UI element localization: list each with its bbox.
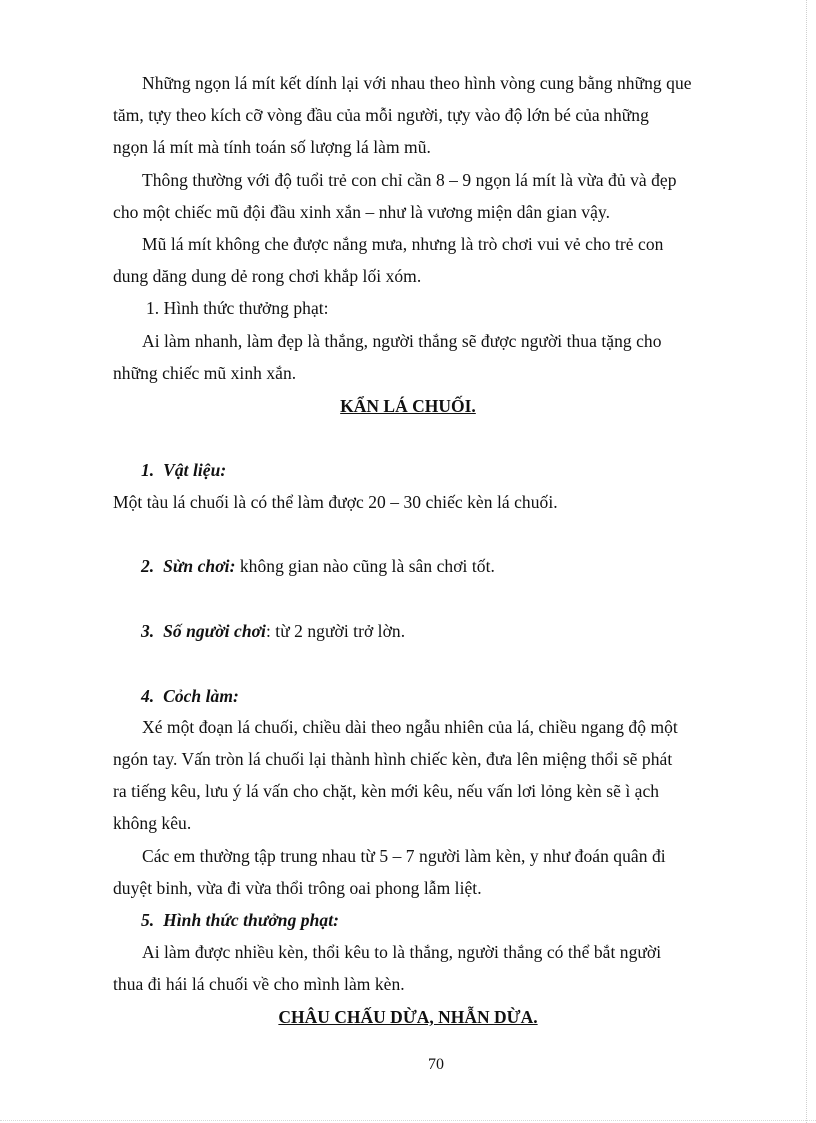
section-heading-text: Cỏch làm: [163,686,239,706]
paragraph-line: duyệt binh, vừa đi vừa thổi trông oai phong lẫm liệt. [113,878,482,898]
section-inline-text: : từ 2 người trở lờn. [265,621,406,641]
paragraph-line: Thông thường với độ tuổi trẻ con chỉ cần 8 – 9 ngọn lá mít là vừa đủ và đẹp [142,170,677,190]
paragraph-line: ngón tay. Vấn tròn lá chuối lại thành hình chiếc kèn, đưa lên miệng thổi sẽ phát [113,749,673,769]
section-number: 3. [141,621,155,641]
paragraph-line: Một tàu lá chuối là có thể làm được 20 – 30 chiếc kèn lá chuối. [113,492,558,512]
section-title: CHÂU CHẤU DỪA, NHẪN DỪA. [278,1007,538,1027]
section-heading [141,910,339,930]
section-number: 4. [141,686,155,706]
paragraph-line: ngọn lá mít mà tính toán số lượng lá làm mũ. [113,137,431,157]
page-bottom-rule [0,1120,816,1121]
paragraph-line: Ai làm được nhiều kèn, thổi kêu to là thắng, người thắng có thể bắt người [142,942,662,962]
paragraph-line: không kêu. [113,813,192,833]
paragraph-line: dung dăng dung dẻ rong chơi khắp lối xóm. [113,266,422,286]
paragraph-line: Xé một đoạn lá chuối, chiều dài theo ngẫu nhiên của lá, chiều ngang độ một [142,717,678,737]
section-heading-text: Số người chơi [163,621,266,641]
section-title: KẨN LÁ CHUỐI. [340,396,476,416]
paragraph-line: Mũ lá mít không che được nắng mưa, nhưng là trò chơi vui vẻ cho trẻ con [142,234,664,254]
paragraph-line: những chiếc mũ xinh xắn. [113,363,297,383]
page-number: 70 [428,1056,444,1073]
paragraph-line: Ai làm nhanh, làm đẹp là thắng, người thắng sẽ được người thua tặng cho [142,331,662,351]
section-number: 2. [141,556,155,576]
section-heading [141,460,226,480]
section-heading-text: Hình thức thưởng phạt: [163,910,339,930]
page-edge-rule [806,0,807,1123]
paragraph-line: ra tiếng kêu, lưu ý lá vấn cho chặt, kèn mới kêu, nếu vấn lơi lỏng kèn sẽ ì ạch [113,781,660,801]
section-heading [141,686,239,706]
section-heading [141,556,495,576]
paragraph-line: tăm, tựy theo kích cỡ vòng đầu của mỗi người, tựy vào độ lớn bé của những [113,105,649,125]
paragraph-line: thua đi hái lá chuối về cho mình làm kèn. [113,974,405,994]
section-heading [141,621,405,641]
paragraph-line: cho một chiếc mũ đội đầu xinh xắn – như là vương miện dân gian vậy. [113,202,610,222]
section-number: 1. [141,460,155,480]
section-heading-text: Sừn chơi: [163,556,236,576]
paragraph-line: Các em thường tập trung nhau từ 5 – 7 người làm kèn, y như đoán quân đi [142,846,666,866]
section-heading-text: Vật liệu: [163,460,227,480]
section-inline-text: không gian nào cũng là sân chơi tốt. [235,556,495,576]
paragraph-line: Những ngọn lá mít kết dính lại với nhau theo hình vòng cung bằng những que [142,73,692,93]
section-number: 5. [141,910,155,930]
list-item-heading: 1. Hình thức thưởng phạt: [146,298,329,318]
